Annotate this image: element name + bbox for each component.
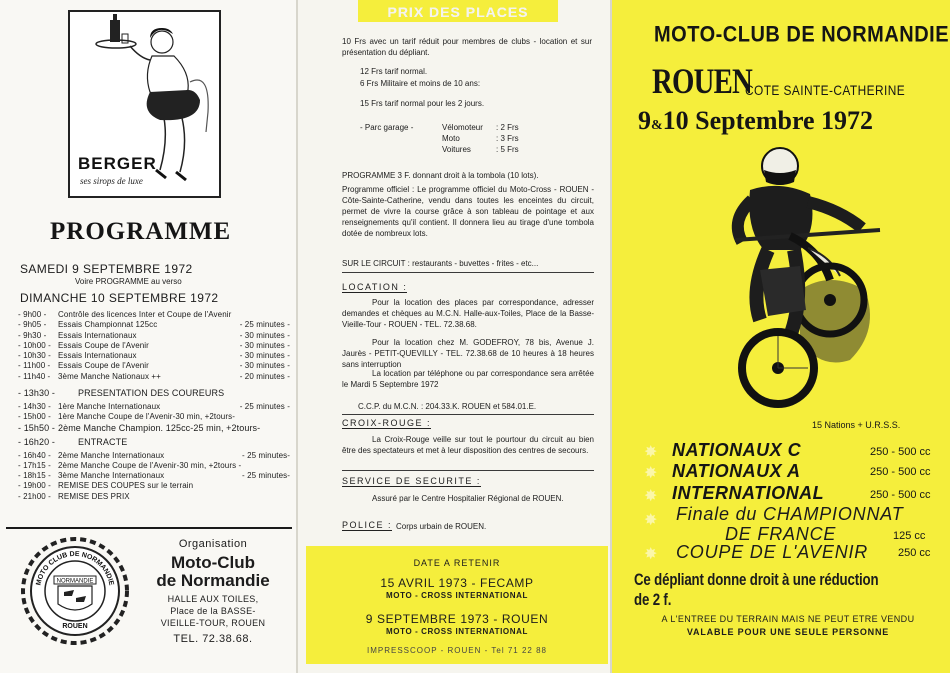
schedule-event: REMISE DES COUPES sur le terrain	[58, 481, 194, 491]
reduction-notice: Ce dépliant donne droit à une réduction de 2 f.	[634, 570, 879, 609]
star-icon: ✸	[644, 546, 658, 563]
ccp-numbers: C.C.P. du M.C.N. : 204.33.K. ROUEN et 584.01.E.	[358, 402, 537, 411]
retenir-sub-2: MOTO - CROSS INTERNATIONAL	[386, 627, 528, 636]
star-icon: ✸	[644, 444, 658, 461]
parc-row	[442, 144, 519, 155]
securite-heading-text: SERVICE DE SECURITE :	[342, 476, 481, 486]
prix-intro: 10 Frs avec un tarif réduit pour membres de clubs - location et sur présentation du dépliant.	[342, 37, 592, 57]
schedule-time: - 13h30 -	[18, 388, 55, 398]
prix-normal: 12 Frs tarif normal.	[360, 67, 428, 76]
schedule-duration: - 25 minutes -	[239, 402, 290, 411]
organisation-block	[148, 538, 278, 645]
category-nationaux-c: NATIONAUX C	[672, 440, 802, 460]
schedule-time: - 18h15 -	[18, 471, 51, 481]
schedule-row	[18, 461, 290, 471]
emblem-bottom-text: ROUEN	[62, 623, 88, 630]
schedule-event: Essais Coupe de l'Avenir	[58, 361, 149, 371]
schedule-duration: - 30 minutes -	[239, 330, 290, 340]
schedule-time: - 16h20 -	[18, 436, 55, 447]
parc-vehicle: Voitures	[442, 145, 471, 154]
croix-rouge-heading-text: CROIX-ROUGE :	[342, 418, 432, 428]
schedule-event: 1ère Manche Internationaux	[58, 402, 161, 411]
address-line3: VIEILLE-TOUR, ROUEN	[160, 618, 266, 628]
address-line1: HALLE AUX TOILES,	[167, 594, 259, 604]
entree-notice: A L'ENTREE DU TERRAIN MAIS NE PEUT ETRE VENDU	[661, 614, 915, 624]
prix-deux-jours: 15 Frs tarif normal pour les 2 jours.	[360, 99, 485, 108]
circuit-services: SUR LE CIRCUIT : restaurants - buvettes - frites - etc...	[342, 259, 539, 268]
valable-notice: VALABLE POUR UNE SEULE PERSONNE	[686, 627, 890, 637]
schedule-duration: - 25 minutes -	[239, 320, 290, 330]
divider	[342, 272, 594, 273]
coupe-cc: 250 cc	[898, 547, 931, 559]
schedule-duration: - 25 minutes-	[242, 450, 290, 460]
securite-text: Assuré par le Centre Hospitalier Régional de ROUEN.	[372, 494, 564, 503]
saturday-note: Voire PROGRAMME au verso	[75, 277, 182, 286]
nations-note: 15 Nations + U.R.S.S.	[812, 420, 901, 430]
schedule-duration: - 25 minutes-	[242, 471, 290, 481]
prix-title: PRIX DES PLACES	[387, 4, 529, 20]
schedule-row	[18, 310, 290, 320]
parc-price: : 5 Frs	[496, 145, 519, 154]
schedule-time: - 15h00 -	[18, 412, 51, 422]
schedule-duration: - 30 minutes -	[239, 361, 290, 371]
berger-brand: BERGER	[78, 154, 157, 173]
schedule-time: - 9h00 -	[18, 310, 47, 319]
category-nationaux-c-cc: 250 - 500 cc	[870, 446, 931, 458]
venue-heading: COTE SAINTE-CATHERINE	[745, 82, 906, 98]
schedule-row	[18, 388, 290, 402]
police-heading	[342, 520, 392, 530]
prix-militaire: 6 Frs Militaire et moins de 10 ans:	[360, 79, 481, 88]
finale-cc: 125 cc	[893, 530, 926, 542]
berger-tagline: ses sirops de luxe	[80, 176, 143, 186]
schedule-row	[18, 412, 290, 422]
club-heading: MOTO-CLUB DE NORMANDIE	[654, 22, 950, 48]
printer-credit: IMPRESSCOOP - ROUEN - Tel 71 22 88	[367, 646, 547, 655]
schedule-time: - 11h00 -	[18, 361, 51, 371]
schedule-duration: - 30 minutes -	[239, 340, 290, 350]
schedule-event: 3ème Manche Nationaux ++	[58, 371, 161, 381]
schedule-row	[18, 451, 290, 461]
location-heading	[342, 282, 407, 292]
city-heading: ROUEN	[652, 61, 753, 101]
schedule-row	[18, 423, 290, 437]
schedule-duration: - 20 minutes -	[239, 371, 290, 381]
schedule-event: Contrôle des licences Inter et Coupe de l'Avenir	[58, 310, 232, 319]
schedule-event: Essais Championnat 125cc	[58, 320, 158, 330]
berger-advertisement	[68, 10, 221, 198]
schedule-row	[18, 492, 290, 502]
schedule-time: - 10h30 -	[18, 351, 51, 361]
sunday-heading: DIMANCHE 10 SEPTEMBRE 1972	[20, 291, 219, 305]
coupe-avenir: COUPE DE L'AVENIR	[676, 542, 869, 562]
parc-vehicle: Vélomoteur	[442, 123, 483, 132]
police-text: Corps urbain de ROUEN.	[396, 522, 487, 531]
afternoon-schedule	[18, 388, 290, 502]
category-international-cc: 250 - 500 cc	[870, 489, 931, 501]
category-nationaux-a-cc: 250 - 500 cc	[870, 466, 931, 478]
schedule-event: 2ème Manche Champion. 125cc-25 min, +2tours-	[58, 422, 261, 433]
schedule-time: - 9h05 -	[18, 320, 47, 330]
date-day1: 9	[638, 106, 651, 135]
finale-de-france: DE FRANCE	[725, 524, 837, 544]
parc-price: : 2 Frs	[496, 123, 519, 132]
organisation-label: Organisation	[178, 538, 248, 550]
morning-schedule	[18, 310, 290, 382]
parc-price: : 3 Frs	[496, 134, 519, 143]
programme-price: PROGRAMME 3 F. donnant droit à la tombola (10 lots).	[342, 171, 539, 180]
schedule-row	[18, 331, 290, 341]
schedule-event: 2ème Manche Coupe de l'Avenir-30 min, +2tours -	[58, 460, 242, 470]
schedule-row	[18, 437, 290, 451]
retenir-label: DATE A RETENIR	[413, 558, 501, 568]
schedule-event: 3ème Manche Internationaux	[58, 471, 165, 481]
schedule-event: 1ère Manche Coupe de l'Avenir-30 min, +2tours-	[58, 412, 235, 422]
schedule-duration: - 30 minutes -	[239, 351, 290, 361]
retenir-date-1: 15 AVRIL 1973 - FECAMP	[380, 576, 534, 590]
date-ampersand: &	[651, 118, 663, 133]
emblem-banner-text: NORMANDIE	[56, 578, 94, 585]
club-name-line1: Moto-Club	[170, 553, 256, 572]
retenir-sub-1: MOTO - CROSS INTERNATIONAL	[386, 591, 528, 600]
schedule-time: - 21h00 -	[18, 491, 51, 501]
securite-heading	[342, 476, 481, 486]
schedule-row	[18, 341, 290, 351]
schedule-time: - 16h40 -	[18, 450, 51, 460]
event-dates	[638, 106, 873, 136]
saturday-heading: SAMEDI 9 SEPTEMBRE 1972	[20, 262, 193, 276]
location-heading-text: LOCATION :	[342, 282, 408, 292]
date-rest: 10 Septembre 1972	[662, 106, 874, 135]
address-line2: Place de la BASSE-	[170, 606, 256, 616]
star-icon: ✸	[644, 465, 658, 482]
parc-row	[442, 133, 519, 144]
category-international: INTERNATIONAL	[672, 483, 825, 503]
parc-vehicle: Moto	[442, 134, 460, 143]
finale-championnat: Finale du CHAMPIONNAT	[676, 504, 904, 524]
club-name-line2: de Normandie	[156, 571, 270, 590]
schedule-event: REMISE DES PRIX	[58, 491, 130, 501]
schedule-time: - 19h00 -	[18, 481, 51, 491]
club-telephone: TEL. 72.38.68.	[173, 633, 253, 645]
parc-row	[442, 122, 519, 133]
schedule-event: 2ème Manche Internationaux	[58, 450, 165, 460]
star-icon: ✸	[644, 488, 658, 505]
schedule-row	[18, 351, 290, 361]
schedule-event: PRESENTATION DES COUREURS	[78, 388, 225, 398]
schedule-event: Essais Internationaux	[58, 351, 137, 361]
star-icon: ✸	[644, 512, 658, 529]
schedule-row	[18, 402, 290, 412]
schedule-row	[18, 320, 290, 330]
schedule-row	[18, 372, 290, 382]
divider	[342, 414, 594, 415]
category-nationaux-a: NATIONAUX A	[672, 461, 801, 481]
croix-rouge-text: La Croix-Rouge veille sur tout le pourtour du circuit au bien être des spectateurs et met à leur disposition des centres de secours.	[342, 435, 594, 455]
retenir-date-2: 9 SEPTEMBRE 1973 - ROUEN	[365, 612, 549, 626]
parc-price-list	[442, 122, 519, 155]
schedule-time: - 11h40 -	[18, 371, 51, 381]
emblem-top-text: MOTO CLUB DE NORMANDIE	[35, 550, 115, 587]
schedule-event: ENTRACTE	[78, 436, 128, 447]
divider	[342, 470, 594, 471]
location-paragraph-3: La location par téléphone ou par correspondance sera arrêtée le Mardi 5 Septembre 1972	[342, 369, 594, 389]
croix-rouge-heading	[342, 418, 431, 428]
location-paragraph-1: Pour la location des places par correspondance, adresser demandes et chèques au M.C.N. Halle-aux-Toiles, Place de la Basse-Vieille-Tour - ROUEN - TEL. 72.38.68.	[342, 298, 594, 329]
location-paragraph-2: Pour la location chez M. GODEFROY, 78 bis, Avenue J. Jaurès - PETIT-QUEVILLY - TEL. 72.38.68 de 10 heures à 18 heures sans interruption	[342, 338, 594, 369]
schedule-row	[18, 471, 290, 481]
divider	[6, 527, 292, 529]
schedule-time: - 10h00 -	[18, 340, 51, 350]
moto-club-emblem	[20, 536, 130, 646]
schedule-time: - 17h15 -	[18, 460, 51, 470]
programme-title: PROGRAMME	[50, 218, 232, 245]
schedule-event: Essais Internationaux	[58, 330, 137, 340]
schedule-row	[18, 481, 290, 491]
programme-officiel-text: Programme officiel : Le programme officiel du Moto-Cross - ROUEN - Côte-Sainte-Catherine, vendu dans toutes les enceintes du circuit, permet de vivre la course grâce à son tableau de pointage et aux renseignements qu'il contient. Il donnera lieu au tirage d'une tombola dotée de nombreux lots.	[342, 185, 594, 238]
parc-label: - Parc garage -	[360, 123, 414, 132]
schedule-event: Essais Coupe de l'Avenir	[58, 340, 149, 350]
schedule-time: - 15h50 -	[18, 422, 55, 433]
motocross-rider-photo	[680, 140, 890, 425]
schedule-time: - 14h30 -	[18, 402, 51, 411]
schedule-time: - 9h30 -	[18, 330, 47, 340]
schedule-row	[18, 361, 290, 371]
police-heading-text: POLICE :	[342, 520, 393, 530]
